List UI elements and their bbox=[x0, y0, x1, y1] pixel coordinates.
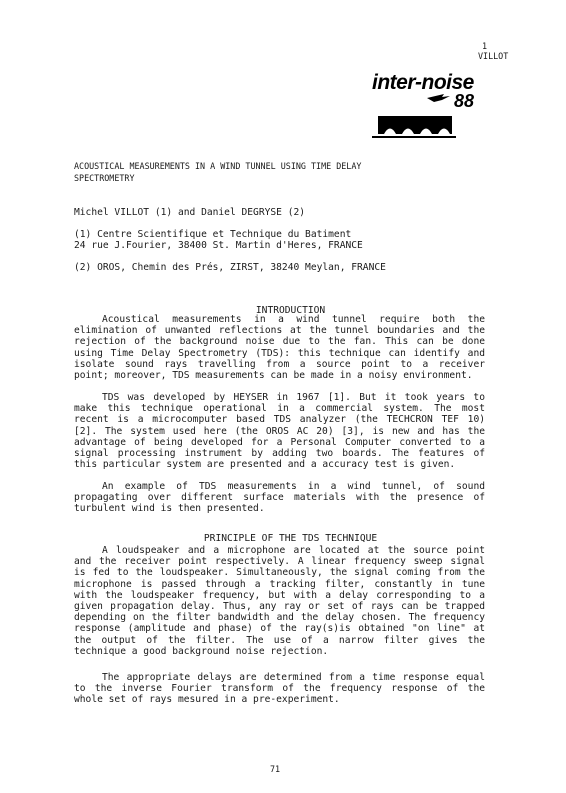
text-line: isolate sound rays travelling from a source point to a receiver bbox=[74, 358, 485, 370]
authors: Michel VILLOT (1) and Daniel DEGRYSE (2) bbox=[74, 207, 306, 218]
text-line: recent is a microcomputer based TDS analyzer (the TECHCRON TEF 10) bbox=[74, 414, 485, 426]
text-line: this particular system are presented and a accuracy test is given. bbox=[74, 459, 456, 471]
header-page-label: 1 bbox=[482, 41, 488, 51]
paragraph-intro-3 bbox=[74, 481, 485, 515]
footer-page-number: 71 bbox=[270, 764, 281, 774]
text-line: is fed to the loudspeaker. Simultaneously, the signal coming from the bbox=[74, 567, 485, 579]
logo-name: inter-noise bbox=[372, 71, 474, 94]
logo-year: 88 bbox=[454, 91, 475, 111]
text-line: propagating over different surface materials with the presence of bbox=[74, 492, 485, 504]
paragraph-principle-2 bbox=[74, 672, 485, 706]
text-line: the output of the filter. The use of a narrow filter gives the bbox=[74, 634, 485, 646]
text-line: microphone is passed through a tracking filter, constantly in tune bbox=[74, 578, 485, 590]
text-line: Acoustical measurements in a wind tunnel require both the bbox=[102, 314, 485, 325]
paragraph-intro-2 bbox=[74, 392, 485, 470]
text-line: with the loudspeaker frequency, but with a delay corresponding to a bbox=[74, 589, 485, 601]
text-line: to the inverse Fourier transform of the frequency response of the bbox=[74, 683, 485, 695]
paper-title-line-1: ACOUSTICAL MEASUREMENTS IN A WIND TUNNEL USING TIME DELAY bbox=[74, 161, 362, 171]
text-line: point; moreover, TDS measurements can be made in a noisy environment. bbox=[74, 370, 473, 382]
text-line: advantage of being developed for a Personal Computer converted to a bbox=[74, 436, 485, 448]
text-line: response (amplitude and phase) of the ray(s)is obtained "on line" at bbox=[74, 623, 485, 635]
text-line: make this technique operational in a commercial system. The most bbox=[74, 403, 485, 415]
text-line: elimination of unwanted reflections at the tunnel boundaries and the bbox=[74, 325, 485, 337]
paper-title-line-2: SPECTROMETRY bbox=[74, 173, 135, 183]
text-line: rejection of the background noise due to the fan. This can be done bbox=[74, 336, 485, 348]
paragraph-principle-1 bbox=[74, 545, 485, 657]
affiliation-2: (2) OROS, Chemin des Prés, ZIRST, 38240 Meylan, FRANCE bbox=[74, 262, 386, 273]
text-line: using Time Delay Spectrometry (TDS): this technique can identify and bbox=[74, 347, 485, 359]
header-author-short: VILLOT bbox=[478, 51, 509, 61]
text-line: TDS was developed by HEYSER in 1967 [1]. But it took years to bbox=[102, 392, 485, 403]
text-line: The appropriate delays are determined from a time response equal bbox=[102, 672, 485, 683]
section-heading-introduction: INTRODUCTION bbox=[255, 305, 326, 317]
inter-noise-logo bbox=[372, 72, 490, 140]
text-line: turbulent wind is then presented. bbox=[74, 503, 265, 515]
text-line: whole set of rays mesured in a pre-experiment. bbox=[74, 694, 340, 706]
section-heading-principle: PRINCIPLE OF THE TDS TECHNIQUE bbox=[203, 533, 378, 545]
bridge-icon bbox=[372, 90, 490, 140]
text-line: depending on the filter bandwidth and the delay chosen. The frequency bbox=[74, 612, 485, 624]
paragraph-intro-1 bbox=[74, 314, 485, 381]
text-line: and the receiver point respectively. A linear frequency sweep signal bbox=[74, 556, 485, 568]
text-line: An example of TDS measurements in a wind tunnel, of sound bbox=[102, 481, 485, 492]
text-line: technique a good background noise rejection. bbox=[74, 645, 329, 657]
affiliation-1-line-1: (1) Centre Scientifique et Technique du Batiment bbox=[74, 229, 352, 240]
text-line: signal processing instrument by adding two boards. The features of bbox=[74, 448, 485, 460]
text-line: given propagation delay. Thus, any ray or set of rays can be trapped bbox=[74, 601, 485, 613]
affiliation-1-line-2: 24 rue J.Fourier, 38400 St. Martin d'Heres, FRANCE bbox=[74, 240, 363, 251]
text-line: [2]. The system used here (the OROS AC 20) [3], is new and has the bbox=[74, 425, 485, 437]
text-line: A loudspeaker and a microphone are located at the source point bbox=[102, 545, 485, 556]
